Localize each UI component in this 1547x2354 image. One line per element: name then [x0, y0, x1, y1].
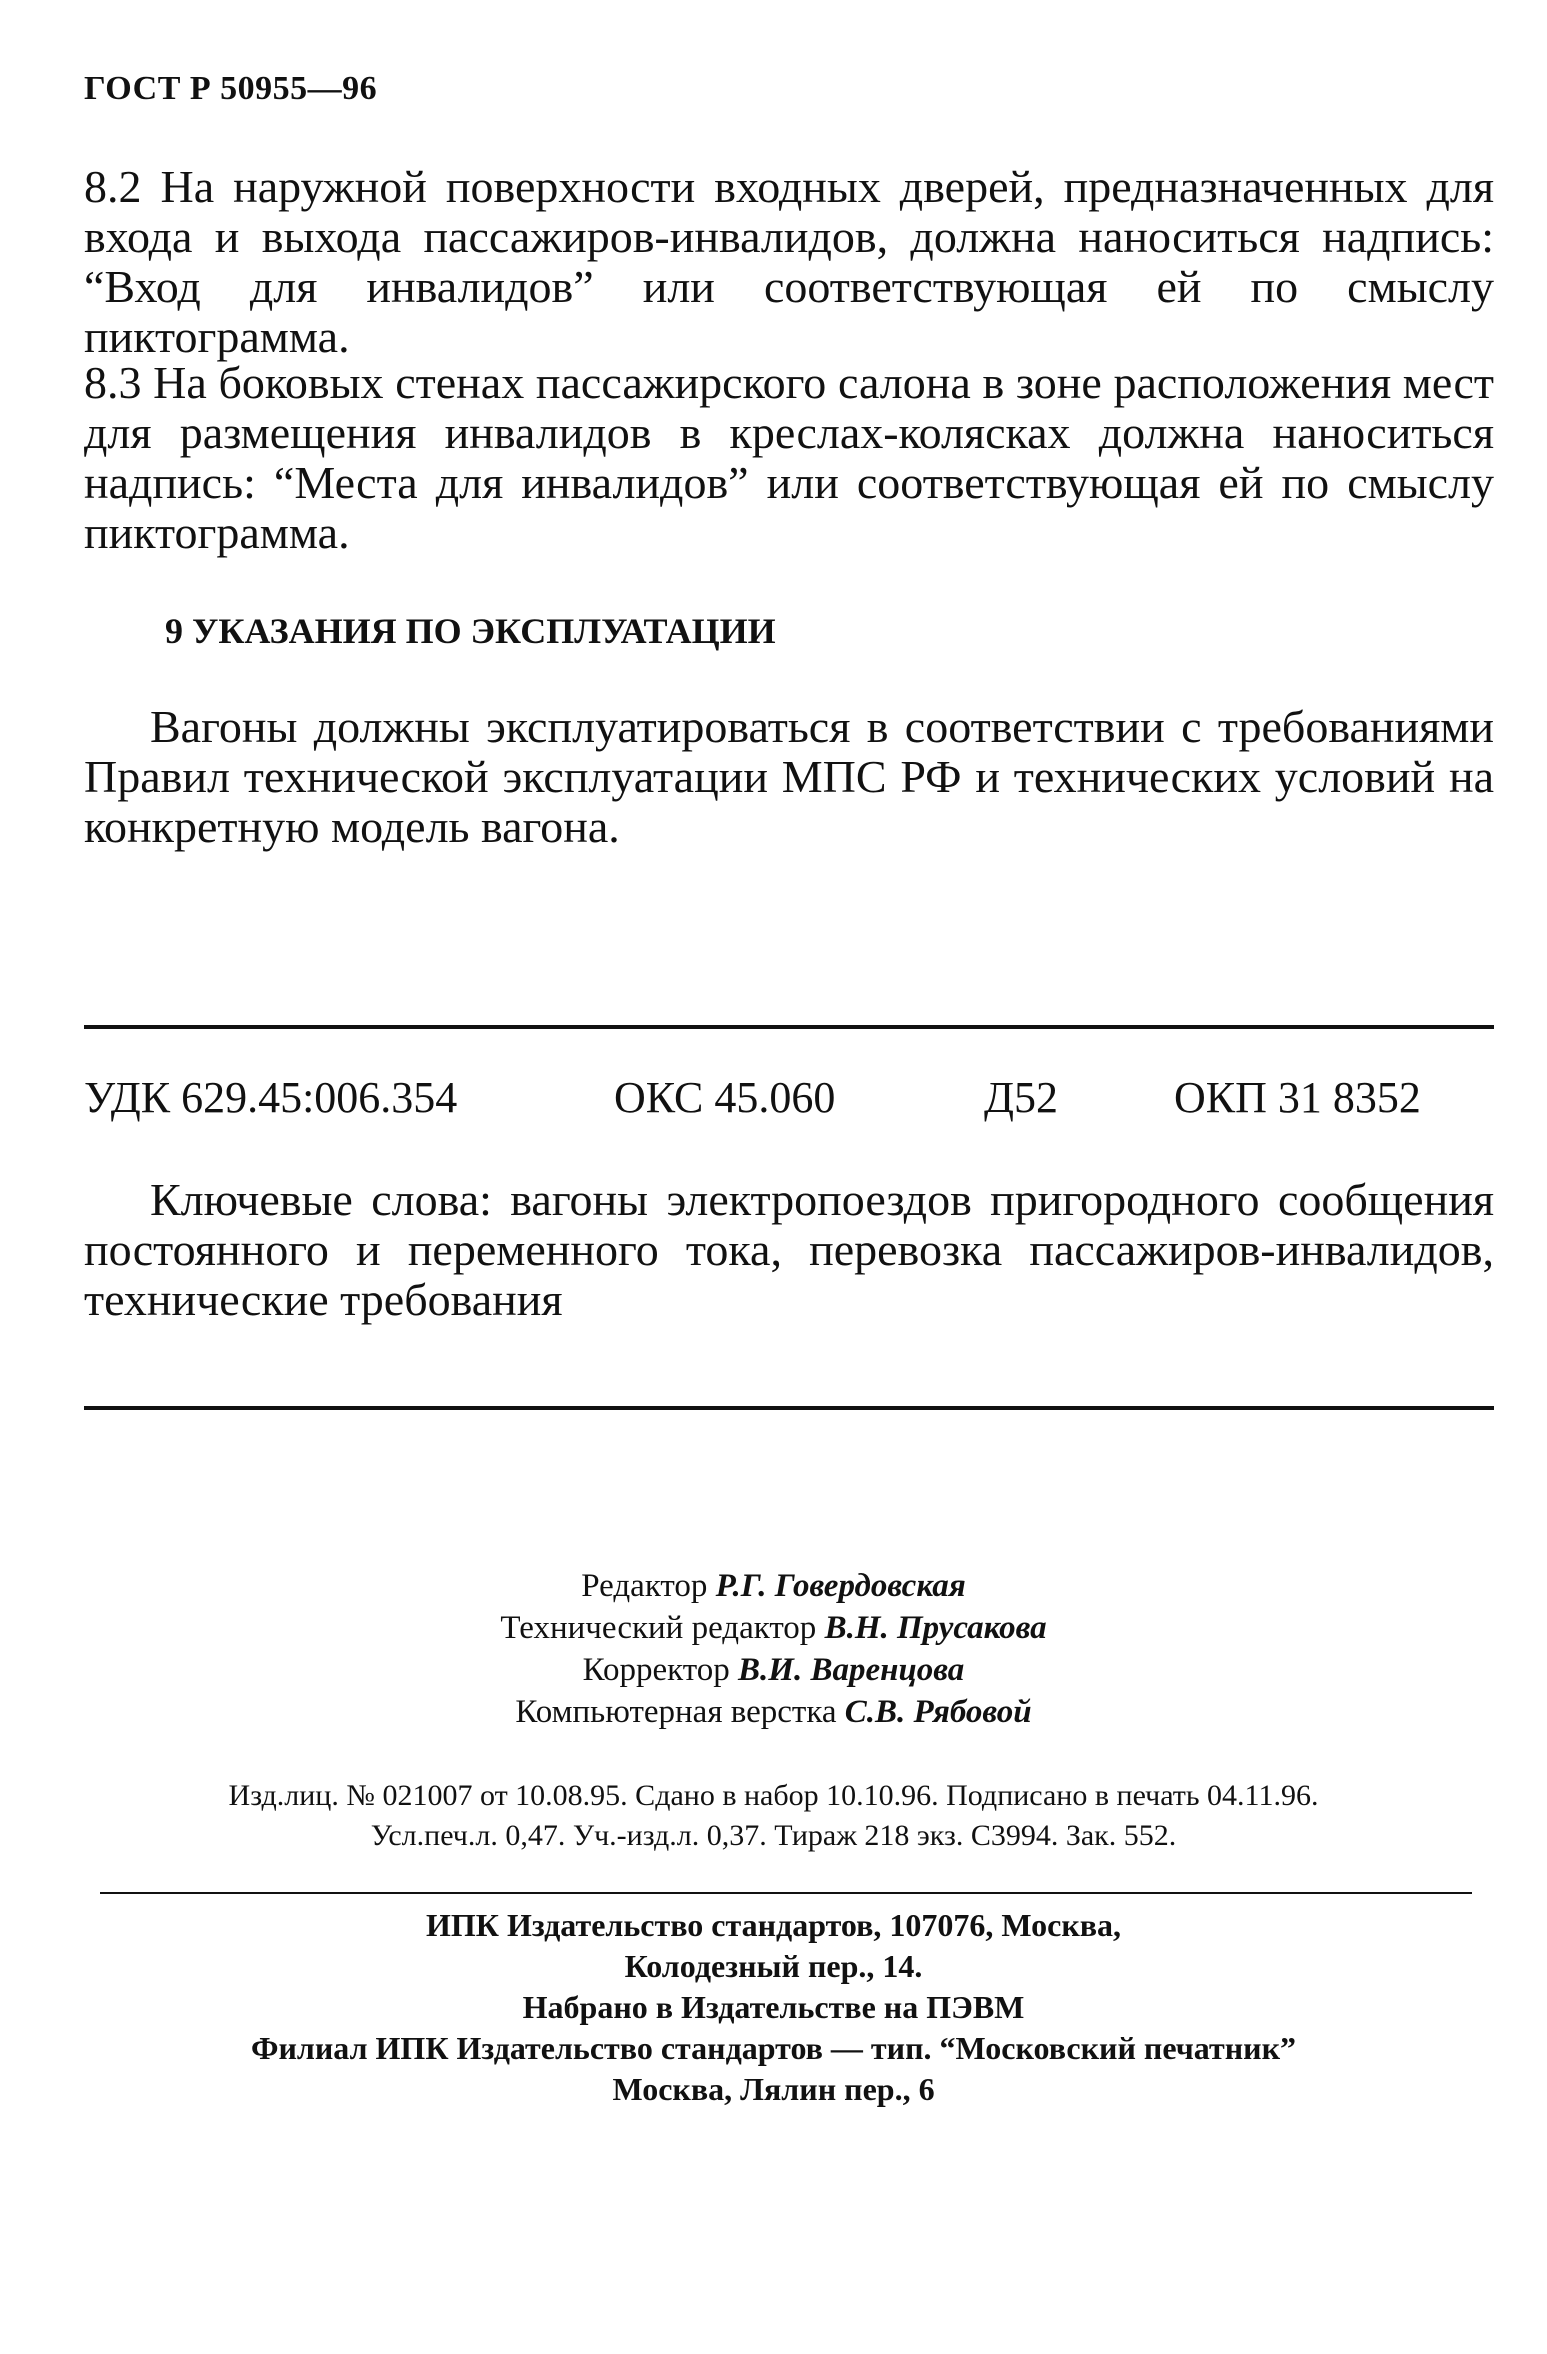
- corrector-line: Корректор В.И. Варенцова: [582, 1652, 965, 1688]
- oks-code: ОКС 45.060: [614, 1073, 836, 1122]
- udk-code: УДК 629.45:006.354: [84, 1073, 458, 1122]
- printer-line-3: Набрано в Издательстве на ПЭВМ: [522, 1989, 1025, 2025]
- printer-line-2: Колодезный пер., 14.: [624, 1948, 923, 1984]
- printer-line-5: Москва, Лялин пер., 6: [612, 2071, 935, 2107]
- standard-number: ГОСТ Р 50955—96: [84, 70, 378, 107]
- publication-info: [0, 1776, 1547, 1856]
- layout-line: Компьютерная верстка С.В. Рябовой: [515, 1694, 1032, 1730]
- keywords: Ключевые слова: вагоны электропоездов пригородного сообщения постоянного и переменного тока, перевозка пассажиров-инвалидов, технические требования: [84, 1174, 1494, 1325]
- tech-editor-line: Технический редактор В.Н. Прусакова: [500, 1610, 1047, 1646]
- editor-line: Редактор Р.Г. Говердовская: [581, 1568, 966, 1604]
- section-9-text: Вагоны должны эксплуатироваться в соответствии с требованиями Правил технической эксплуатации МПС РФ и технических условий на конкретную модель вагона.: [84, 701, 1494, 852]
- divider-top: [84, 1025, 1494, 1029]
- section-9-heading: 9 УКАЗАНИЯ ПО ЭКСПЛУАТАЦИИ: [165, 611, 776, 651]
- paragraph-8-2: 8.2 На наружной поверхности входных дверей, предназначенных для входа и выхода пассажиров-инвалидов, должна наноситься надпись: “Вход для инвалидов” или соответствующая ей по смыслу пиктограмма.: [84, 161, 1494, 362]
- d-code: Д52: [984, 1073, 1059, 1122]
- publication-line-1: Изд.лиц. № 021007 от 10.08.95. Сдано в набор 10.10.96. Подписано в печать 04.11.96.: [228, 1779, 1319, 1812]
- paragraph-8-3: 8.3 На боковых стенах пассажирского салона в зоне расположения мест для размещения инвалидов в креслах-колясках должна наноситься надпись: “Места для инвалидов” или соответствующая ей по смыслу пиктограмма.: [84, 357, 1494, 558]
- okp-code: ОКП 31 8352: [1174, 1073, 1421, 1122]
- divider-thin: [100, 1892, 1472, 1894]
- credits-block: [0, 1565, 1547, 1733]
- printer-info: [0, 1905, 1547, 2110]
- printer-line-1: ИПК Издательство стандартов, 107076, Москва,: [425, 1907, 1122, 1943]
- printer-line-4: Филиал ИПК Издательство стандартов — тип. “Московский печатник”: [250, 2030, 1296, 2066]
- publication-line-2: Усл.печ.л. 0,47. Уч.-изд.л. 0,37. Тираж 218 экз. С3994. Зак. 552.: [370, 1819, 1177, 1852]
- divider-bottom: [84, 1406, 1494, 1410]
